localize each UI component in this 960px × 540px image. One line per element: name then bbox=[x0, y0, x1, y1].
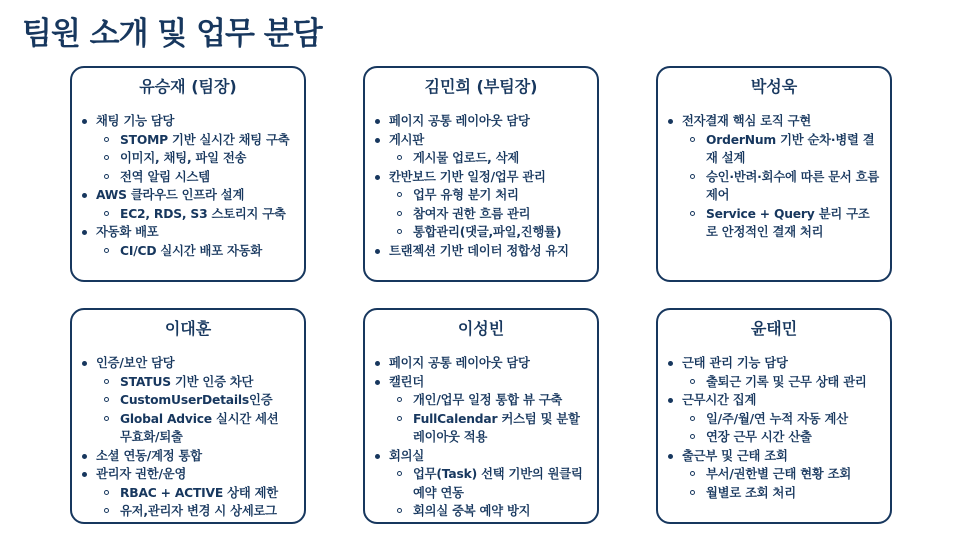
task-item bbox=[82, 205, 294, 224]
task-text: 통합관리(댓글,파일,진행률) bbox=[413, 225, 562, 239]
task-item bbox=[668, 391, 880, 410]
bullet-icon bbox=[690, 174, 695, 179]
task-item bbox=[82, 112, 294, 131]
bullet-icon bbox=[375, 119, 380, 124]
task-text: 출퇴근 기록 및 근무 상태 관리 bbox=[706, 374, 867, 389]
task-text: Service + Query 분리 구조로 안정적인 결재 처리 bbox=[706, 206, 870, 239]
task-item bbox=[668, 428, 880, 447]
bullet-icon bbox=[82, 361, 87, 366]
task-text: 일/주/월/연 누적 자동 계산 bbox=[706, 411, 848, 426]
task-item bbox=[668, 447, 880, 466]
task-item bbox=[375, 502, 587, 521]
task-text: 부서/권한별 근태 현황 조회 bbox=[706, 467, 852, 481]
bullet-icon bbox=[397, 192, 402, 197]
bullet-icon bbox=[690, 211, 695, 216]
task-text: 페이지 공통 레이아웃 담당 bbox=[389, 114, 530, 128]
task-item bbox=[82, 186, 294, 205]
task-item bbox=[375, 391, 587, 410]
bullet-icon bbox=[104, 211, 109, 216]
task-text: 게시물 업로드, 삭제 bbox=[413, 151, 520, 165]
task-text: CI/CD 실시간 배포 자동화 bbox=[120, 243, 262, 258]
task-text: STOMP 기반 실시간 채팅 구축 bbox=[120, 132, 290, 147]
task-text: 개인/업무 일정 통합 뷰 구축 bbox=[413, 393, 563, 407]
task-item bbox=[375, 223, 587, 242]
bullet-icon bbox=[690, 416, 695, 421]
task-text: 게시판 bbox=[389, 132, 425, 147]
task-text: 업무(Task) 선택 기반의 원클릭 예약 연동 bbox=[413, 467, 583, 500]
member-card-2 bbox=[363, 66, 599, 282]
task-item bbox=[668, 354, 880, 373]
task-item bbox=[82, 465, 294, 484]
bullet-icon bbox=[104, 155, 109, 160]
task-item bbox=[375, 112, 587, 131]
task-text: 전역 알림 시스템 bbox=[120, 169, 210, 184]
task-text: RBAC + ACTIVE 상태 제한 bbox=[120, 485, 278, 500]
task-item bbox=[375, 447, 587, 466]
task-item bbox=[668, 112, 880, 131]
member-name: 윤태민 bbox=[750, 319, 798, 338]
task-item bbox=[82, 242, 294, 261]
bullet-icon bbox=[668, 119, 673, 124]
task-item bbox=[375, 205, 587, 224]
bullet-icon bbox=[690, 490, 695, 495]
task-text: OrderNum 기반 순차·병렬 결재 설계 bbox=[706, 132, 875, 165]
bullet-icon bbox=[104, 508, 109, 513]
bullet-icon bbox=[690, 137, 695, 142]
bullet-icon bbox=[375, 380, 380, 385]
task-text: 소셜 연동/계정 통합 bbox=[96, 448, 202, 463]
bullet-icon bbox=[397, 229, 402, 234]
task-text: 채팅 기능 담당 bbox=[96, 114, 175, 128]
task-text: 칸반보드 기반 일정/업무 관리 bbox=[389, 169, 546, 184]
task-text: FullCalendar 커스텀 및 분할 레이아웃 적용 bbox=[413, 411, 580, 444]
member-name: 김민희 (부팀장) bbox=[424, 77, 538, 96]
task-item bbox=[375, 410, 587, 447]
task-item bbox=[375, 131, 587, 150]
bullet-icon bbox=[82, 230, 87, 235]
task-item bbox=[668, 131, 880, 168]
member-card-3 bbox=[656, 66, 892, 282]
task-text: 승인·반려·회수에 따른 문서 흐름 제어 bbox=[706, 169, 880, 202]
task-text: 캘린더 bbox=[389, 374, 425, 389]
bullet-icon bbox=[104, 248, 109, 253]
bullet-icon bbox=[668, 398, 673, 403]
task-item bbox=[82, 354, 294, 373]
bullet-icon bbox=[104, 174, 109, 179]
task-item bbox=[668, 205, 880, 242]
task-item bbox=[668, 168, 880, 205]
task-item bbox=[668, 410, 880, 429]
task-text: 페이지 공통 레이아웃 담당 bbox=[389, 356, 530, 370]
task-item bbox=[82, 447, 294, 466]
bullet-icon bbox=[104, 490, 109, 495]
member-card-5 bbox=[363, 308, 599, 524]
bullet-icon bbox=[397, 211, 402, 216]
task-text: 전자결재 핵심 로직 구현 bbox=[682, 114, 812, 128]
bullet-icon bbox=[82, 454, 87, 459]
bullet-icon bbox=[397, 397, 402, 402]
task-item bbox=[668, 484, 880, 503]
task-item bbox=[375, 242, 587, 261]
task-text: Global Advice 실시간 세션 무효화/퇴출 bbox=[120, 411, 279, 444]
bullet-icon bbox=[375, 175, 380, 180]
task-text: 자동화 배포 bbox=[96, 225, 159, 239]
task-item bbox=[82, 131, 294, 150]
task-list bbox=[72, 354, 304, 521]
task-item bbox=[82, 484, 294, 503]
bullet-icon bbox=[82, 472, 87, 477]
task-item bbox=[668, 373, 880, 392]
bullet-icon bbox=[82, 193, 87, 198]
member-name: 박성욱 bbox=[750, 77, 798, 96]
task-item bbox=[82, 223, 294, 242]
bullet-icon bbox=[104, 379, 109, 384]
bullet-icon bbox=[690, 379, 695, 384]
task-list bbox=[365, 112, 597, 260]
bullet-icon bbox=[690, 434, 695, 439]
bullet-icon bbox=[375, 361, 380, 366]
page-title: 팀원 소개 및 업무 분담 bbox=[22, 16, 322, 52]
task-item bbox=[668, 465, 880, 484]
bullet-icon bbox=[104, 137, 109, 142]
task-text: 업무 유형 분기 처리 bbox=[413, 188, 519, 202]
bullet-icon bbox=[397, 155, 402, 160]
task-text: 회의실 중복 예약 방지 bbox=[413, 504, 531, 518]
member-name: 유승재 (팀장) bbox=[139, 77, 237, 96]
task-item bbox=[375, 168, 587, 187]
task-item bbox=[375, 373, 587, 392]
task-list bbox=[365, 354, 597, 521]
member-card-1 bbox=[70, 66, 306, 282]
task-text: 근태 관리 기능 담당 bbox=[682, 356, 788, 370]
task-text: 관리자 권한/운영 bbox=[96, 467, 187, 481]
bullet-icon bbox=[397, 508, 402, 513]
task-text: 회의실 bbox=[389, 448, 425, 463]
task-text: 근무시간 집계 bbox=[682, 393, 757, 407]
bullet-icon bbox=[82, 119, 87, 124]
bullet-icon bbox=[375, 138, 380, 143]
task-item bbox=[82, 391, 294, 410]
task-item bbox=[375, 465, 587, 502]
task-item bbox=[375, 149, 587, 168]
task-text: 트랜젝션 기반 데이터 정합성 유지 bbox=[389, 243, 569, 258]
member-card-4 bbox=[70, 308, 306, 524]
bullet-icon bbox=[104, 397, 109, 402]
task-text: 이미지, 채팅, 파일 전송 bbox=[120, 151, 247, 165]
bullet-icon bbox=[397, 471, 402, 476]
task-text: 출근부 및 근태 조회 bbox=[682, 448, 788, 463]
task-item bbox=[82, 168, 294, 187]
member-name: 이성빈 bbox=[457, 319, 505, 338]
bullet-icon bbox=[668, 361, 673, 366]
task-text: 유저,관리자 변경 시 상세로그 bbox=[120, 504, 277, 518]
task-item bbox=[82, 149, 294, 168]
bullet-icon bbox=[375, 249, 380, 254]
task-text: CustomUserDetails인증 bbox=[120, 393, 273, 407]
member-card-6 bbox=[656, 308, 892, 524]
task-text: 연장 근무 시간 산출 bbox=[706, 430, 812, 444]
task-text: 인증/보안 담당 bbox=[96, 356, 175, 370]
task-item bbox=[82, 373, 294, 392]
task-item bbox=[375, 354, 587, 373]
task-text: 참여자 권한 흐름 관리 bbox=[413, 206, 531, 221]
member-name: 이대훈 bbox=[164, 319, 212, 338]
task-text: EC2, RDS, S3 스토리지 구축 bbox=[120, 206, 286, 221]
task-text: 월별로 조회 처리 bbox=[706, 485, 796, 500]
task-item bbox=[375, 186, 587, 205]
task-list bbox=[72, 112, 304, 260]
task-list bbox=[658, 112, 890, 242]
bullet-icon bbox=[668, 454, 673, 459]
task-item bbox=[82, 410, 294, 447]
bullet-icon bbox=[104, 416, 109, 421]
bullet-icon bbox=[375, 454, 380, 459]
task-text: AWS 클라우드 인프라 설계 bbox=[96, 188, 245, 202]
bullet-icon bbox=[397, 416, 402, 421]
task-item bbox=[82, 502, 294, 521]
task-list bbox=[658, 354, 890, 502]
bullet-icon bbox=[690, 471, 695, 476]
task-text: STATUS 기반 인증 차단 bbox=[120, 374, 254, 389]
